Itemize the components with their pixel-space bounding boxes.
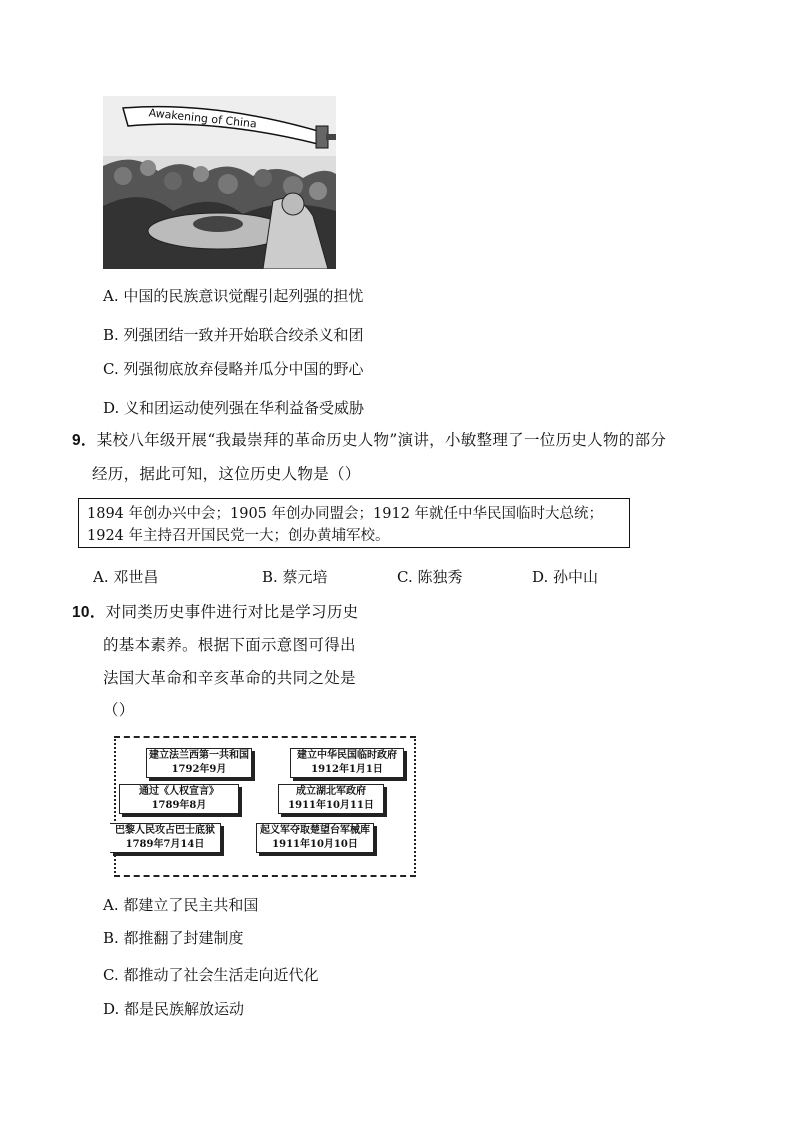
q9-info-line2: 1924 年主持召开国民党一大；创办黄埔军校。 [87,528,390,544]
q10-timeline-diagram [114,736,416,877]
q8-option-b[interactable]: B. 列强团结一致并开始联合绞杀义和团 [103,326,364,344]
q9-stem-text: 某校八年级开展“我最崇拜的革命历史人物”演讲，小敏整理了一位历史人物的部分 [96,431,667,449]
q10-option-c[interactable]: C. 都推动了社会生活走向近代化 [103,966,319,984]
q9-info-line1: 1894 年创办兴中会；1905 年创办同盟会；1912 年就任中华民国临时大总统； [87,506,604,522]
q10-stem-line2: 的基本素养。根据下面示意图可得出 [103,636,356,654]
q8-option-d[interactable]: D. 义和团运动使列强在华利益备受威胁 [103,399,365,417]
q10-option-b[interactable]: B. 都推翻了封建制度 [103,929,244,947]
q9-option-d[interactable]: D. 孙中山 [532,568,599,586]
timeline-china-event-3: 起义军夺取楚望台军械库 1911年10月10日 [256,823,374,853]
q9-option-a[interactable]: A. 邓世昌 [93,568,159,586]
q10-stem-line1 [72,600,358,622]
q9-info-box [78,498,630,548]
q9-stem-line1 [72,428,666,450]
q9-stem-line2: 经历，据此可知，这位历史人物是（） [92,465,361,483]
timeline-france-event-3: 巴黎人民攻占巴士底狱 1789年7月14日 [110,823,221,853]
cartoon-caption: Awakening of China [148,106,258,131]
timeline-france-event-2: 通过《人权宣言》 1789年8月 [119,784,239,814]
q8-option-a[interactable]: A. 中国的民族意识觉醒引起列强的担忧 [103,287,364,305]
q10-option-a[interactable]: A. 都建立了民主共和国 [103,896,259,914]
q8-option-c[interactable]: C. 列强彻底放弃侵略并瓜分中国的野心 [103,360,364,378]
timeline-france-event-1: 建立法兰西第一共和国 1792年9月 [146,748,252,778]
q10-number: 10． [72,604,106,621]
q10-stem-text: 对同类历史事件进行对比是学习历史 [105,603,359,621]
q10-option-d[interactable]: D. 都是民族解放运动 [103,1000,245,1018]
q10-stem-line3: 法国大革命和辛亥革命的共同之处是 [103,669,356,687]
timeline-china-event-1: 建立中华民国临时政府 1912年1月1日 [290,748,404,778]
q9-number: 9． [72,432,97,449]
q9-option-b[interactable]: B. 蔡元培 [262,568,328,586]
cartoon-image [103,96,336,269]
q10-stem-line4: （） [103,701,135,719]
q9-option-c[interactable]: C. 陈独秀 [397,568,463,586]
timeline-china-event-2: 成立湖北军政府 1911年10月11日 [278,784,384,814]
